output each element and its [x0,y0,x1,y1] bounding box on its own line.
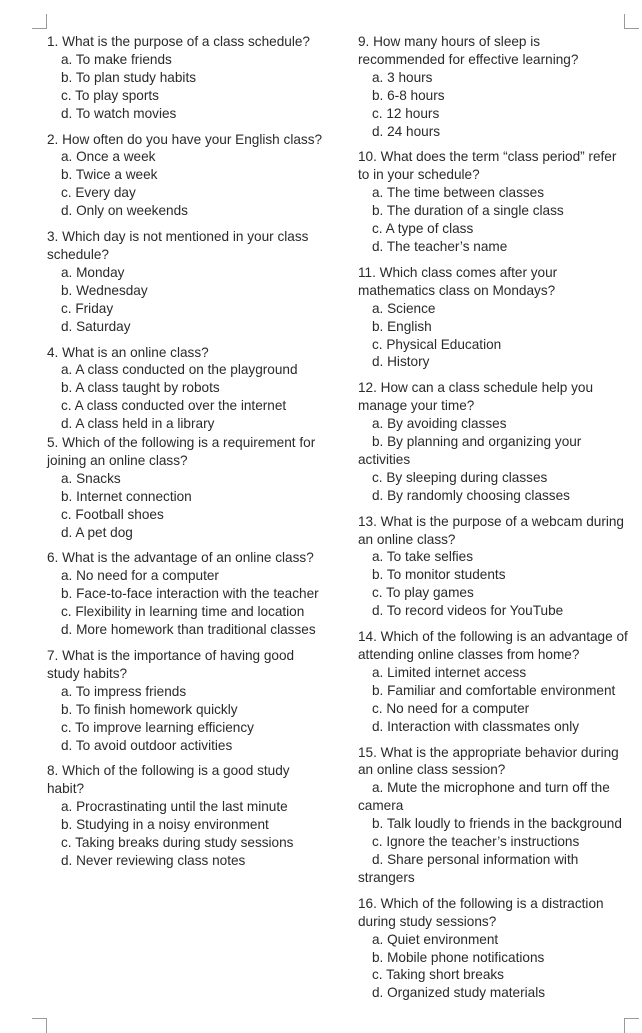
answer-option: b. Talk loudly to friends in the background [372,816,622,832]
question-text: 15. What is the appropriate behavior during an online class session? [358,744,619,778]
crop-mark-bottom-right [624,1018,639,1033]
answer-option: d. To record videos for YouTube [372,603,564,619]
question-text: 5. Which of the following is a requirement for joining an online class? [47,435,316,468]
answer-option: a. 3 hours [372,69,433,85]
question-text: 16. Which of the following is a distraction during study sessions? [358,895,604,929]
answer-option: d. Organized study materials [372,985,546,1001]
question-block [47,647,325,754]
answer-option: c. To play sports [61,87,159,103]
question-block [47,131,325,221]
answer-option: d. More homework than traditional classes [61,622,316,638]
question-block [358,744,630,887]
answer-option: c. To improve learning efficiency [61,719,254,735]
answer-option: a. Monday [61,264,125,280]
answer-option: c. Every day [61,185,136,201]
right-question-column [358,33,630,1002]
answer-option: a. The time between classes [372,185,545,201]
answer-option: d. Interaction with classmates only [372,718,580,734]
answer-option: d. Only on weekends [61,203,188,219]
answer-option: d. A pet dog [61,524,133,540]
question-text: 7. What is the importance of having good study habits? [47,648,295,681]
question-text: 2. How often do you have your English class? [47,131,323,147]
left-question-column [47,33,325,870]
answer-option: b. A class taught by robots [61,380,220,396]
answer-option: a. Limited internet access [372,664,527,680]
question-block [358,379,630,504]
question-block [47,549,325,639]
answer-option: b. The duration of a single class [372,203,564,219]
answer-option: a. To impress friends [61,683,187,699]
answer-option: d. By randomly choosing classes [372,487,570,503]
answer-option: a. Quiet environment [372,931,499,947]
answer-option: b. Familiar and comfortable environment [372,682,616,698]
question-block [358,628,630,735]
crop-mark-top-left [32,14,47,29]
answer-option: a. By avoiding classes [372,416,507,432]
answer-option: b. To monitor students [372,567,506,583]
answer-option: d. A class held in a library [61,416,215,432]
answer-option: c. No need for a computer [372,700,530,716]
question-text: 12. How can a class schedule help you manage your time? [358,380,594,414]
question-block [358,264,630,371]
answer-option: a. Science [372,300,436,316]
crop-mark-bottom-left [32,1018,47,1033]
answer-option: c. 12 hours [372,105,440,121]
answer-option: b. Mobile phone notifications [372,949,545,965]
question-block [358,148,630,255]
answer-option: b. Internet connection [61,488,192,504]
question-text: 8. Which of the following is a good study habit? [47,763,290,797]
question-text: 9. How many hours of sleep is recommended for effective learning? [358,34,579,67]
answer-option: a. To make friends [61,51,172,67]
answer-option: a. Mute the microphone and turn off the camera [358,780,610,814]
question-block [47,33,325,123]
answer-option: c. A type of class [372,221,474,237]
question-block [47,228,325,335]
answer-option: b. 6-8 hours [372,87,445,103]
answer-option: c. By sleeping during classes [372,469,548,485]
answer-option: b. By planning and organizing your activities [358,434,582,467]
answer-option: b. Face-to-face interaction with the teacher [61,586,319,602]
question-text: 10. What does the term “class period” refer to in your schedule? [358,149,617,183]
crop-mark-top-right [624,14,639,29]
answer-option: d. To watch movies [61,105,177,121]
answer-option: d. History [372,354,430,370]
answer-option: c. Taking breaks during study sessions [61,835,294,851]
question-text: 4. What is an online class? [47,344,209,360]
answer-option: c. Physical Education [372,336,502,352]
question-text: 11. Which class comes after your mathematics class on Mondays? [358,264,558,298]
answer-option: b. Studying in a noisy environment [61,817,269,833]
answer-option: c. To play games [372,585,474,601]
answer-option: a. Snacks [61,470,121,486]
answer-option: d. To avoid outdoor activities [61,737,233,753]
answer-option: a. Once a week [61,149,156,165]
answer-option: c. Football shoes [61,506,164,522]
answer-option: b. Wednesday [61,282,148,298]
question-text: 6. What is the advantage of an online class? [47,550,314,566]
question-text: 14. Which of the following is an advantage of attending online classes from home? [358,629,628,662]
question-text: 13. What is the purpose of a webcam during an online class? [358,513,624,547]
answer-option: b. English [372,318,432,334]
answer-option: b. To plan study habits [61,69,197,85]
question-block [47,344,325,434]
answer-option: a. A class conducted on the playground [61,362,298,378]
question-block [358,33,630,140]
answer-option: d. 24 hours [372,123,441,139]
answer-option: a. Procrastinating until the last minute [61,799,288,815]
answer-option: a. No need for a computer [61,568,219,584]
question-text: 3. Which day is not mentioned in your class schedule? [47,229,309,262]
answer-option: a. To take selfies [372,549,474,565]
answer-option: c. Taking short breaks [372,967,504,983]
answer-option: c. Flexibility in learning time and location [61,604,305,620]
question-block [47,434,325,541]
answer-option: d. The teacher’s name [372,238,508,254]
answer-option: c. A class conducted over the internet [61,398,287,414]
answer-option: b. To finish homework quickly [61,701,238,717]
answer-option: c. Ignore the teacher’s instructions [372,834,580,850]
answer-option: d. Saturday [61,318,131,334]
question-text: 1. What is the purpose of a class schedule? [47,34,310,49]
answer-option: c. Friday [61,300,114,316]
question-block [358,895,630,1002]
answer-option: d. Never reviewing class notes [61,852,246,868]
question-block [358,513,630,620]
question-block [47,762,325,869]
answer-option: d. Share personal information with strangers [358,851,579,885]
answer-option: b. Twice a week [61,167,158,183]
